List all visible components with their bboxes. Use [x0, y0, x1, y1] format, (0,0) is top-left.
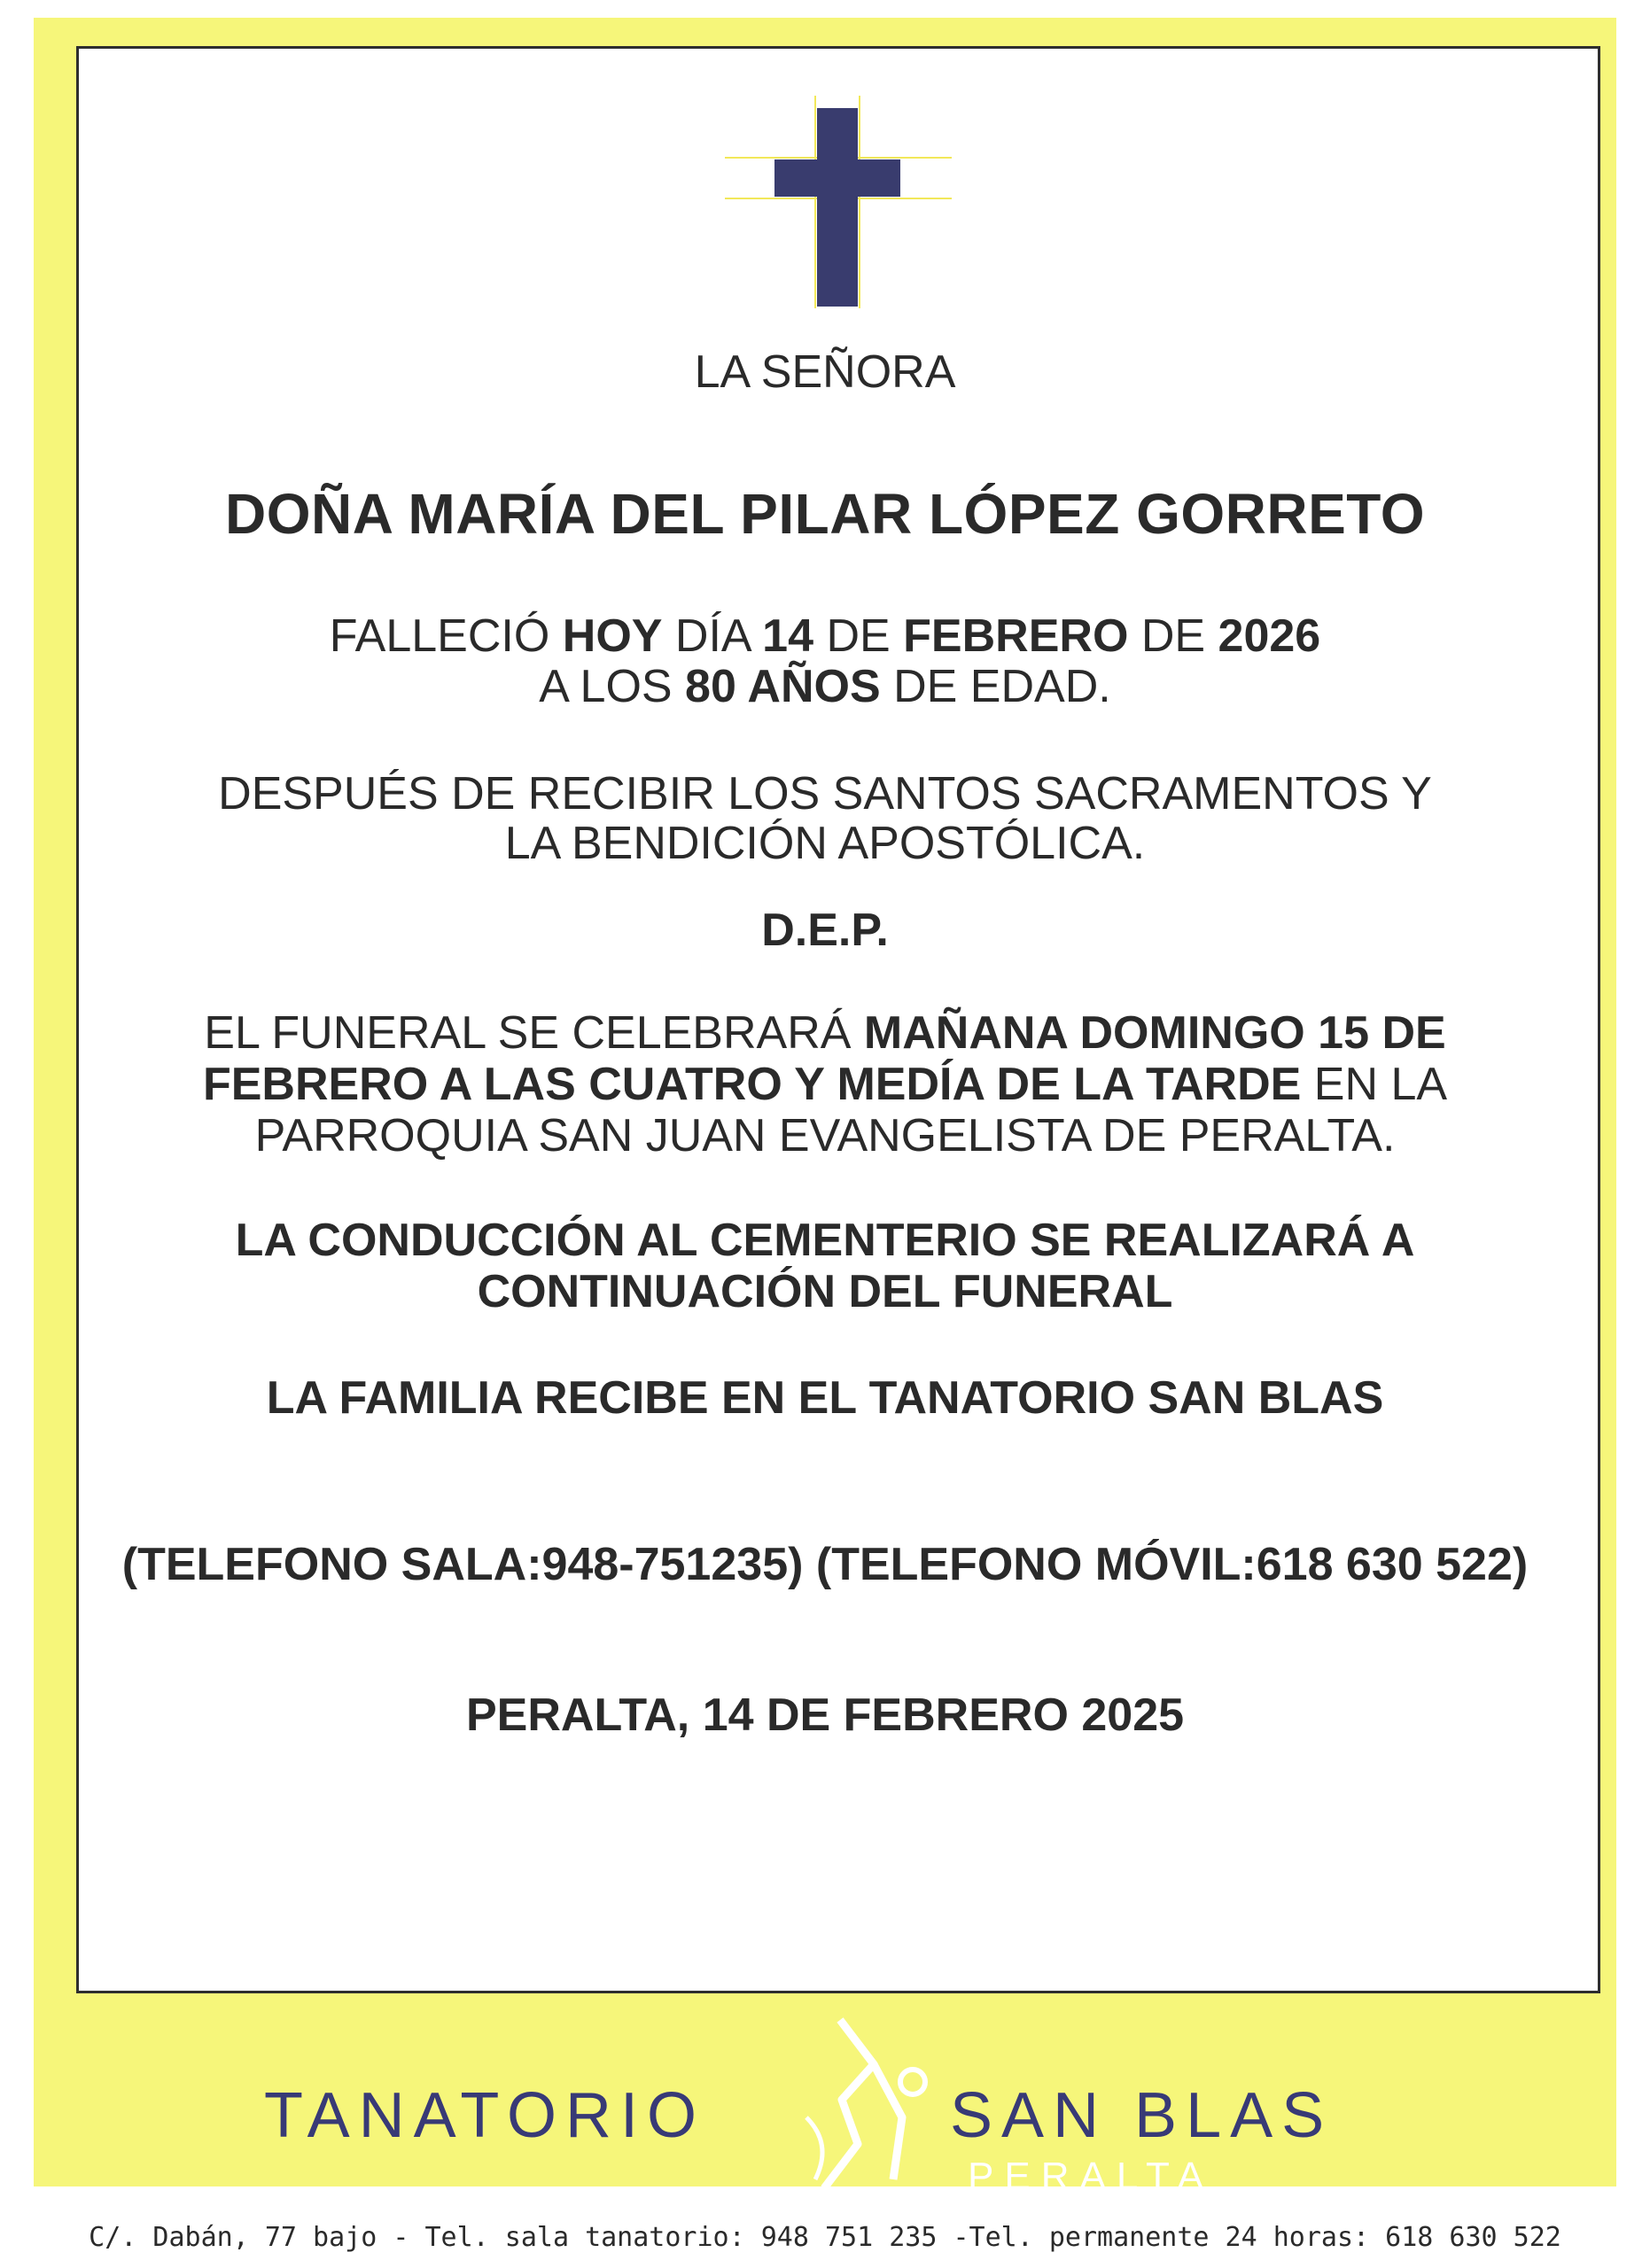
dep: D.E.P. — [761, 905, 889, 956]
cross-icon — [725, 96, 952, 317]
conduccion-line-2: CONTINUACIÓN DEL FUNERAL — [477, 1266, 1173, 1317]
logo-text-peralta: PERALTA — [968, 2155, 1214, 2198]
conduccion-line-1: LA CONDUCCIÓN AL CEMENTERIO SE REALIZARÁ A — [235, 1215, 1415, 1266]
logo-text-san-blas: SAN BLAS — [950, 2080, 1334, 2151]
salutation: LA SEÑORA — [694, 346, 956, 398]
sacraments-line-1: DESPUÉS DE RECIBIR LOS SANTOS SACRAMENTOS Y — [218, 768, 1432, 819]
death-line-1: FALLECIÓ HOY DÍA 14 DE FEBRERO DE 2026 — [329, 610, 1321, 662]
funeral-line-2: FEBRERO A LAS CUATRO Y MEDÍA DE LA TARDE EN LA — [202, 1059, 1448, 1110]
place-date: PERALTA, 14 DE FEBRERO 2025 — [465, 1689, 1185, 1741]
funeral-line-3: PARROQUIA SAN JUAN EVANGELISTA DE PERALTA. — [254, 1110, 1396, 1161]
phone-numbers: (TELEFONO SALA:948-751235) (TELEFONO MÓVIL:618 630 522) — [121, 1539, 1529, 1590]
funeral-line-1: EL FUNERAL SE CELEBRARÁ MAÑANA DOMINGO 15 DE — [204, 1007, 1446, 1059]
footer-address: C/. Dabán, 77 bajo - Tel. sala tanatorio: 948 751 235 -Tel. permanente 24 horas: 618 630 522 — [89, 2222, 1561, 2253]
tanatorio-logo-icon — [789, 2011, 948, 2197]
logo-text-tanatorio: TANATORIO — [264, 2080, 706, 2151]
family-reception: LA FAMILIA RECIBE EN EL TANATORIO SAN BLAS — [266, 1372, 1384, 1424]
sacraments-line-2: LA BENDICIÓN APOSTÓLICA. — [504, 818, 1146, 869]
death-line-2: A LOS 80 AÑOS DE EDAD. — [539, 661, 1111, 712]
deceased-name: DOÑA MARÍA DEL PILAR LÓPEZ GORRETO — [225, 482, 1425, 546]
